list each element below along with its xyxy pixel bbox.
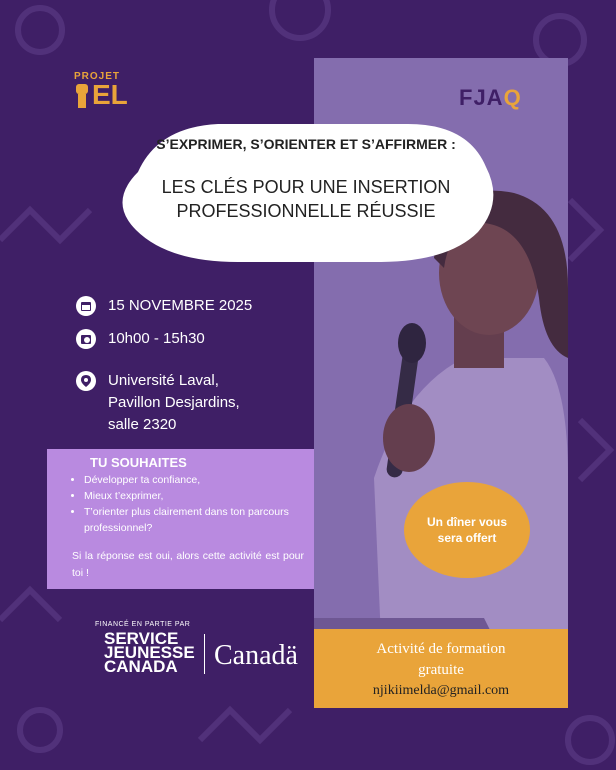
logo-projet-el: EL (92, 79, 128, 110)
clock-icon (76, 329, 96, 349)
event-time-row (76, 328, 205, 350)
fist-icon (74, 82, 90, 108)
lunch-badge (404, 482, 530, 578)
lunch-text: Un dîner vous sera offert (426, 515, 507, 545)
contact-email[interactable]: njikiimelda@gmail.com (372, 683, 510, 698)
fjaq-accent: Q (503, 85, 522, 110)
event-time: 10h00 - 15h30 (108, 330, 205, 347)
event-date: 15 NOVEMBRE 2025 (108, 297, 253, 314)
service-jeunesse-logo (104, 629, 195, 676)
cta-line1: Activité de formation (376, 641, 506, 657)
funding-label: FINANCÉ EN PARTIE PAR (95, 621, 191, 628)
logo-projet-label: PROJET (74, 71, 121, 82)
event-date-row (76, 295, 252, 317)
cta-line2: gratuite (418, 662, 464, 678)
sjc-line3: CANADA (104, 657, 178, 676)
cta-box (314, 629, 568, 708)
wish-title: TU SOUHAITES (90, 455, 187, 470)
cta-title (314, 639, 568, 681)
list-item: • Développer ta confiance, (84, 472, 314, 488)
headline-line2a: LES CLÉS POUR UNE INSERTION (161, 177, 451, 197)
list-item: • Mieux t’exprimer, (84, 488, 314, 504)
location-pin-icon (76, 371, 96, 391)
headline-line2 (108, 175, 504, 223)
headline-line2b: PROFESSIONNELLE RÉUSSIE (176, 201, 436, 221)
location-line1: Université Laval, (108, 372, 219, 389)
location-line3: salle 2320 (108, 416, 177, 433)
list-item: • T’orienter plus clairement dans ton parcours professionnel? (84, 504, 314, 536)
headline-line1: S’EXPRIMER, S’ORIENTER ET S’AFFIRMER : (156, 136, 456, 152)
canada-wordmark: Canadä (214, 640, 298, 671)
event-location (108, 370, 240, 436)
fjaq-main: FJA (459, 85, 504, 110)
sjc-line1: SERVICE (104, 629, 179, 648)
event-location-row (76, 370, 240, 436)
projet-el-logo (74, 71, 128, 108)
location-line2: Pavillon Desjardins, (108, 394, 240, 411)
wish-footer: Si la réponse est oui, alors cette activité est pour toi ! (72, 550, 304, 579)
calendar-icon (76, 296, 96, 316)
logo-divider (204, 634, 205, 674)
sjc-line2: JEUNESSE (104, 643, 195, 662)
fjaq-logo (459, 85, 522, 111)
wish-list (68, 472, 314, 536)
